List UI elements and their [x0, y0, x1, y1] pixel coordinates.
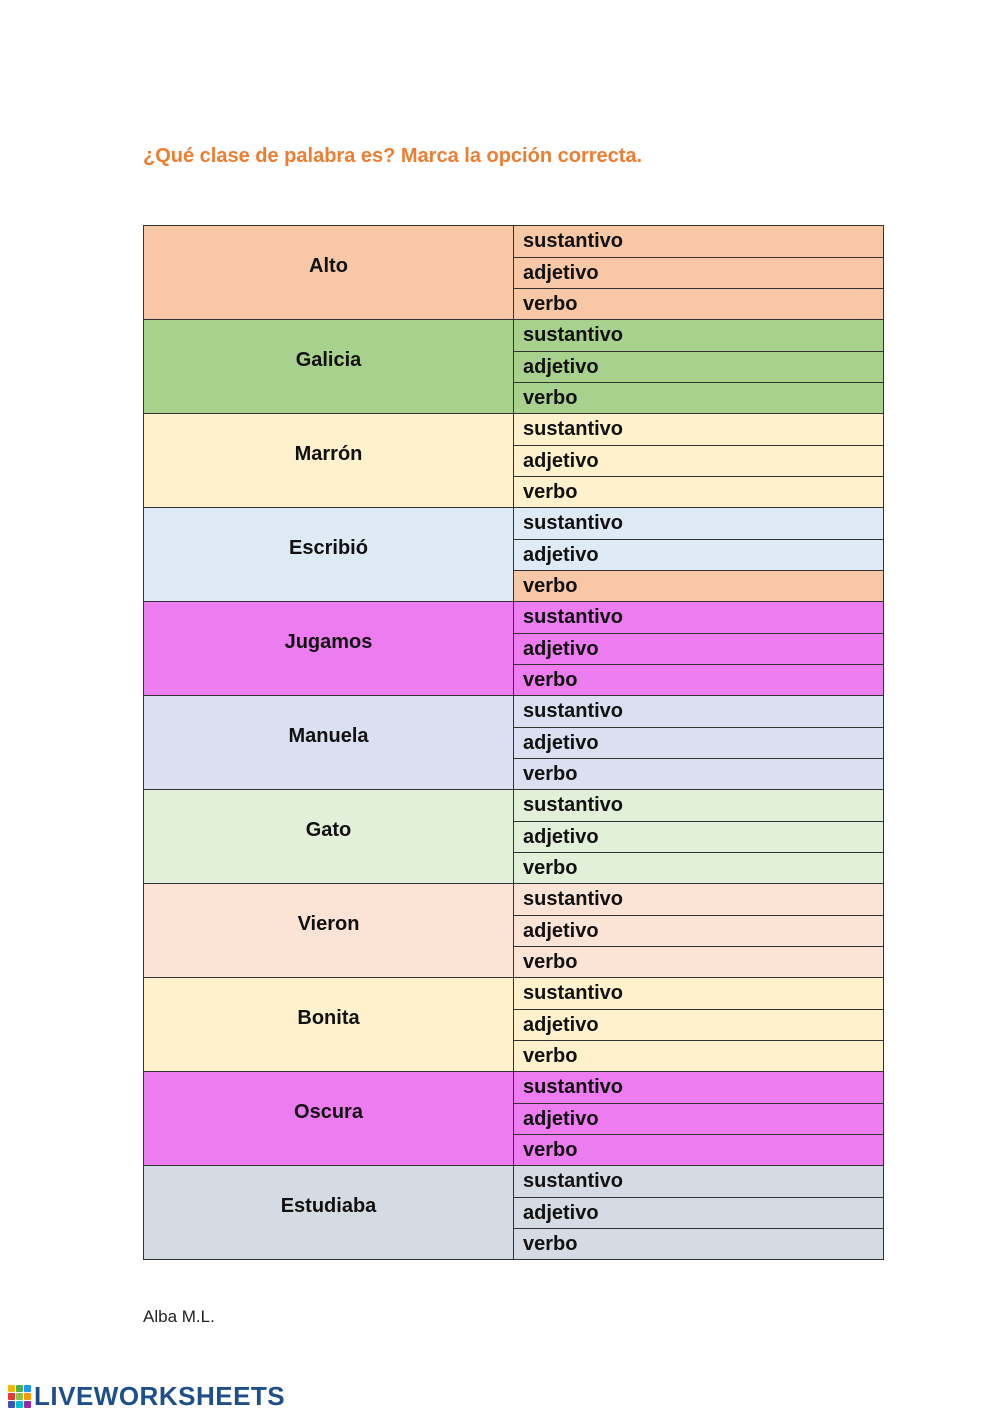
- word-label: Escribió: [289, 537, 368, 559]
- option-verbo[interactable]: verbo: [514, 383, 884, 414]
- word-label: Oscura: [294, 1101, 363, 1123]
- word-class-table: [143, 225, 884, 1260]
- word-label: Gato: [305, 819, 352, 841]
- option-adjetivo[interactable]: adjetivo: [514, 258, 884, 289]
- option-adjetivo[interactable]: adjetivo: [514, 1010, 884, 1041]
- option-row: [144, 978, 884, 1010]
- option-verbo[interactable]: verbo: [514, 1041, 884, 1072]
- option-sustantivo[interactable]: sustantivo: [514, 884, 884, 916]
- option-adjetivo[interactable]: adjetivo: [514, 728, 884, 759]
- option-sustantivo[interactable]: sustantivo: [514, 508, 884, 540]
- option-verbo[interactable]: verbo: [514, 289, 884, 320]
- option-sustantivo[interactable]: sustantivo: [514, 414, 884, 446]
- option-verbo[interactable]: verbo: [514, 1135, 884, 1166]
- option-row: [144, 508, 884, 540]
- word-cell: [144, 696, 514, 790]
- logo-square: [16, 1393, 23, 1400]
- author-name: Alba M.L.: [143, 1307, 215, 1326]
- option-adjetivo[interactable]: adjetivo: [514, 1104, 884, 1135]
- option-adjetivo[interactable]: adjetivo: [514, 634, 884, 665]
- option-sustantivo[interactable]: sustantivo: [514, 602, 884, 634]
- option-adjetivo[interactable]: adjetivo: [514, 822, 884, 853]
- word-label: Manuela: [288, 725, 369, 747]
- word-label: Vieron: [297, 913, 360, 935]
- option-row: [144, 320, 884, 352]
- word-label: Bonita: [297, 1007, 360, 1029]
- logo-square: [8, 1385, 15, 1392]
- word-cell: [144, 1072, 514, 1166]
- word-label: Estudiaba: [280, 1195, 377, 1217]
- logo-square: [16, 1385, 23, 1392]
- word-label: Jugamos: [284, 631, 373, 653]
- word-cell: [144, 414, 514, 508]
- option-adjetivo[interactable]: adjetivo: [514, 352, 884, 383]
- option-sustantivo[interactable]: sustantivo: [514, 1072, 884, 1104]
- option-row: [144, 226, 884, 258]
- option-verbo[interactable]: verbo: [514, 759, 884, 790]
- option-sustantivo[interactable]: sustantivo: [514, 1166, 884, 1198]
- liveworksheets-logo-icon: [8, 1385, 31, 1408]
- logo-square: [24, 1385, 31, 1392]
- option-verbo[interactable]: verbo: [514, 947, 884, 978]
- word-cell: [144, 602, 514, 696]
- option-row: [144, 884, 884, 916]
- option-verbo[interactable]: verbo: [514, 477, 884, 508]
- word-cell: [144, 790, 514, 884]
- option-adjetivo[interactable]: adjetivo: [514, 916, 884, 947]
- option-adjetivo[interactable]: adjetivo: [514, 540, 884, 571]
- option-row: [144, 1072, 884, 1104]
- option-verbo[interactable]: verbo: [514, 571, 884, 602]
- option-sustantivo[interactable]: sustantivo: [514, 978, 884, 1010]
- liveworksheets-wordmark: LIVEWORKSHEETS: [34, 1381, 286, 1411]
- logo-square: [16, 1401, 23, 1408]
- option-sustantivo[interactable]: sustantivo: [514, 696, 884, 728]
- option-adjetivo[interactable]: adjetivo: [514, 446, 884, 477]
- word-cell: [144, 1166, 514, 1260]
- option-adjetivo[interactable]: adjetivo: [514, 1198, 884, 1229]
- word-cell: [144, 508, 514, 602]
- liveworksheets-logo: [8, 1381, 285, 1412]
- logo-square: [24, 1393, 31, 1400]
- word-cell: [144, 226, 514, 320]
- instruction-title: ¿Qué clase de palabra es? Marca la opción correcta.: [143, 145, 643, 167]
- option-row: [144, 696, 884, 728]
- logo-square: [8, 1393, 15, 1400]
- word-label: Galicia: [295, 349, 362, 371]
- option-sustantivo[interactable]: sustantivo: [514, 790, 884, 822]
- word-label: Marrón: [294, 443, 363, 465]
- word-cell: [144, 884, 514, 978]
- option-verbo[interactable]: verbo: [514, 1229, 884, 1260]
- option-row: [144, 414, 884, 446]
- word-cell: [144, 320, 514, 414]
- logo-square: [24, 1401, 31, 1408]
- option-sustantivo[interactable]: sustantivo: [514, 320, 884, 352]
- option-verbo[interactable]: verbo: [514, 665, 884, 696]
- option-row: [144, 602, 884, 634]
- option-row: [144, 790, 884, 822]
- option-verbo[interactable]: verbo: [514, 853, 884, 884]
- option-sustantivo[interactable]: sustantivo: [514, 226, 884, 258]
- option-row: [144, 1166, 884, 1198]
- logo-square: [8, 1401, 15, 1408]
- word-label: Alto: [309, 255, 348, 277]
- word-cell: [144, 978, 514, 1072]
